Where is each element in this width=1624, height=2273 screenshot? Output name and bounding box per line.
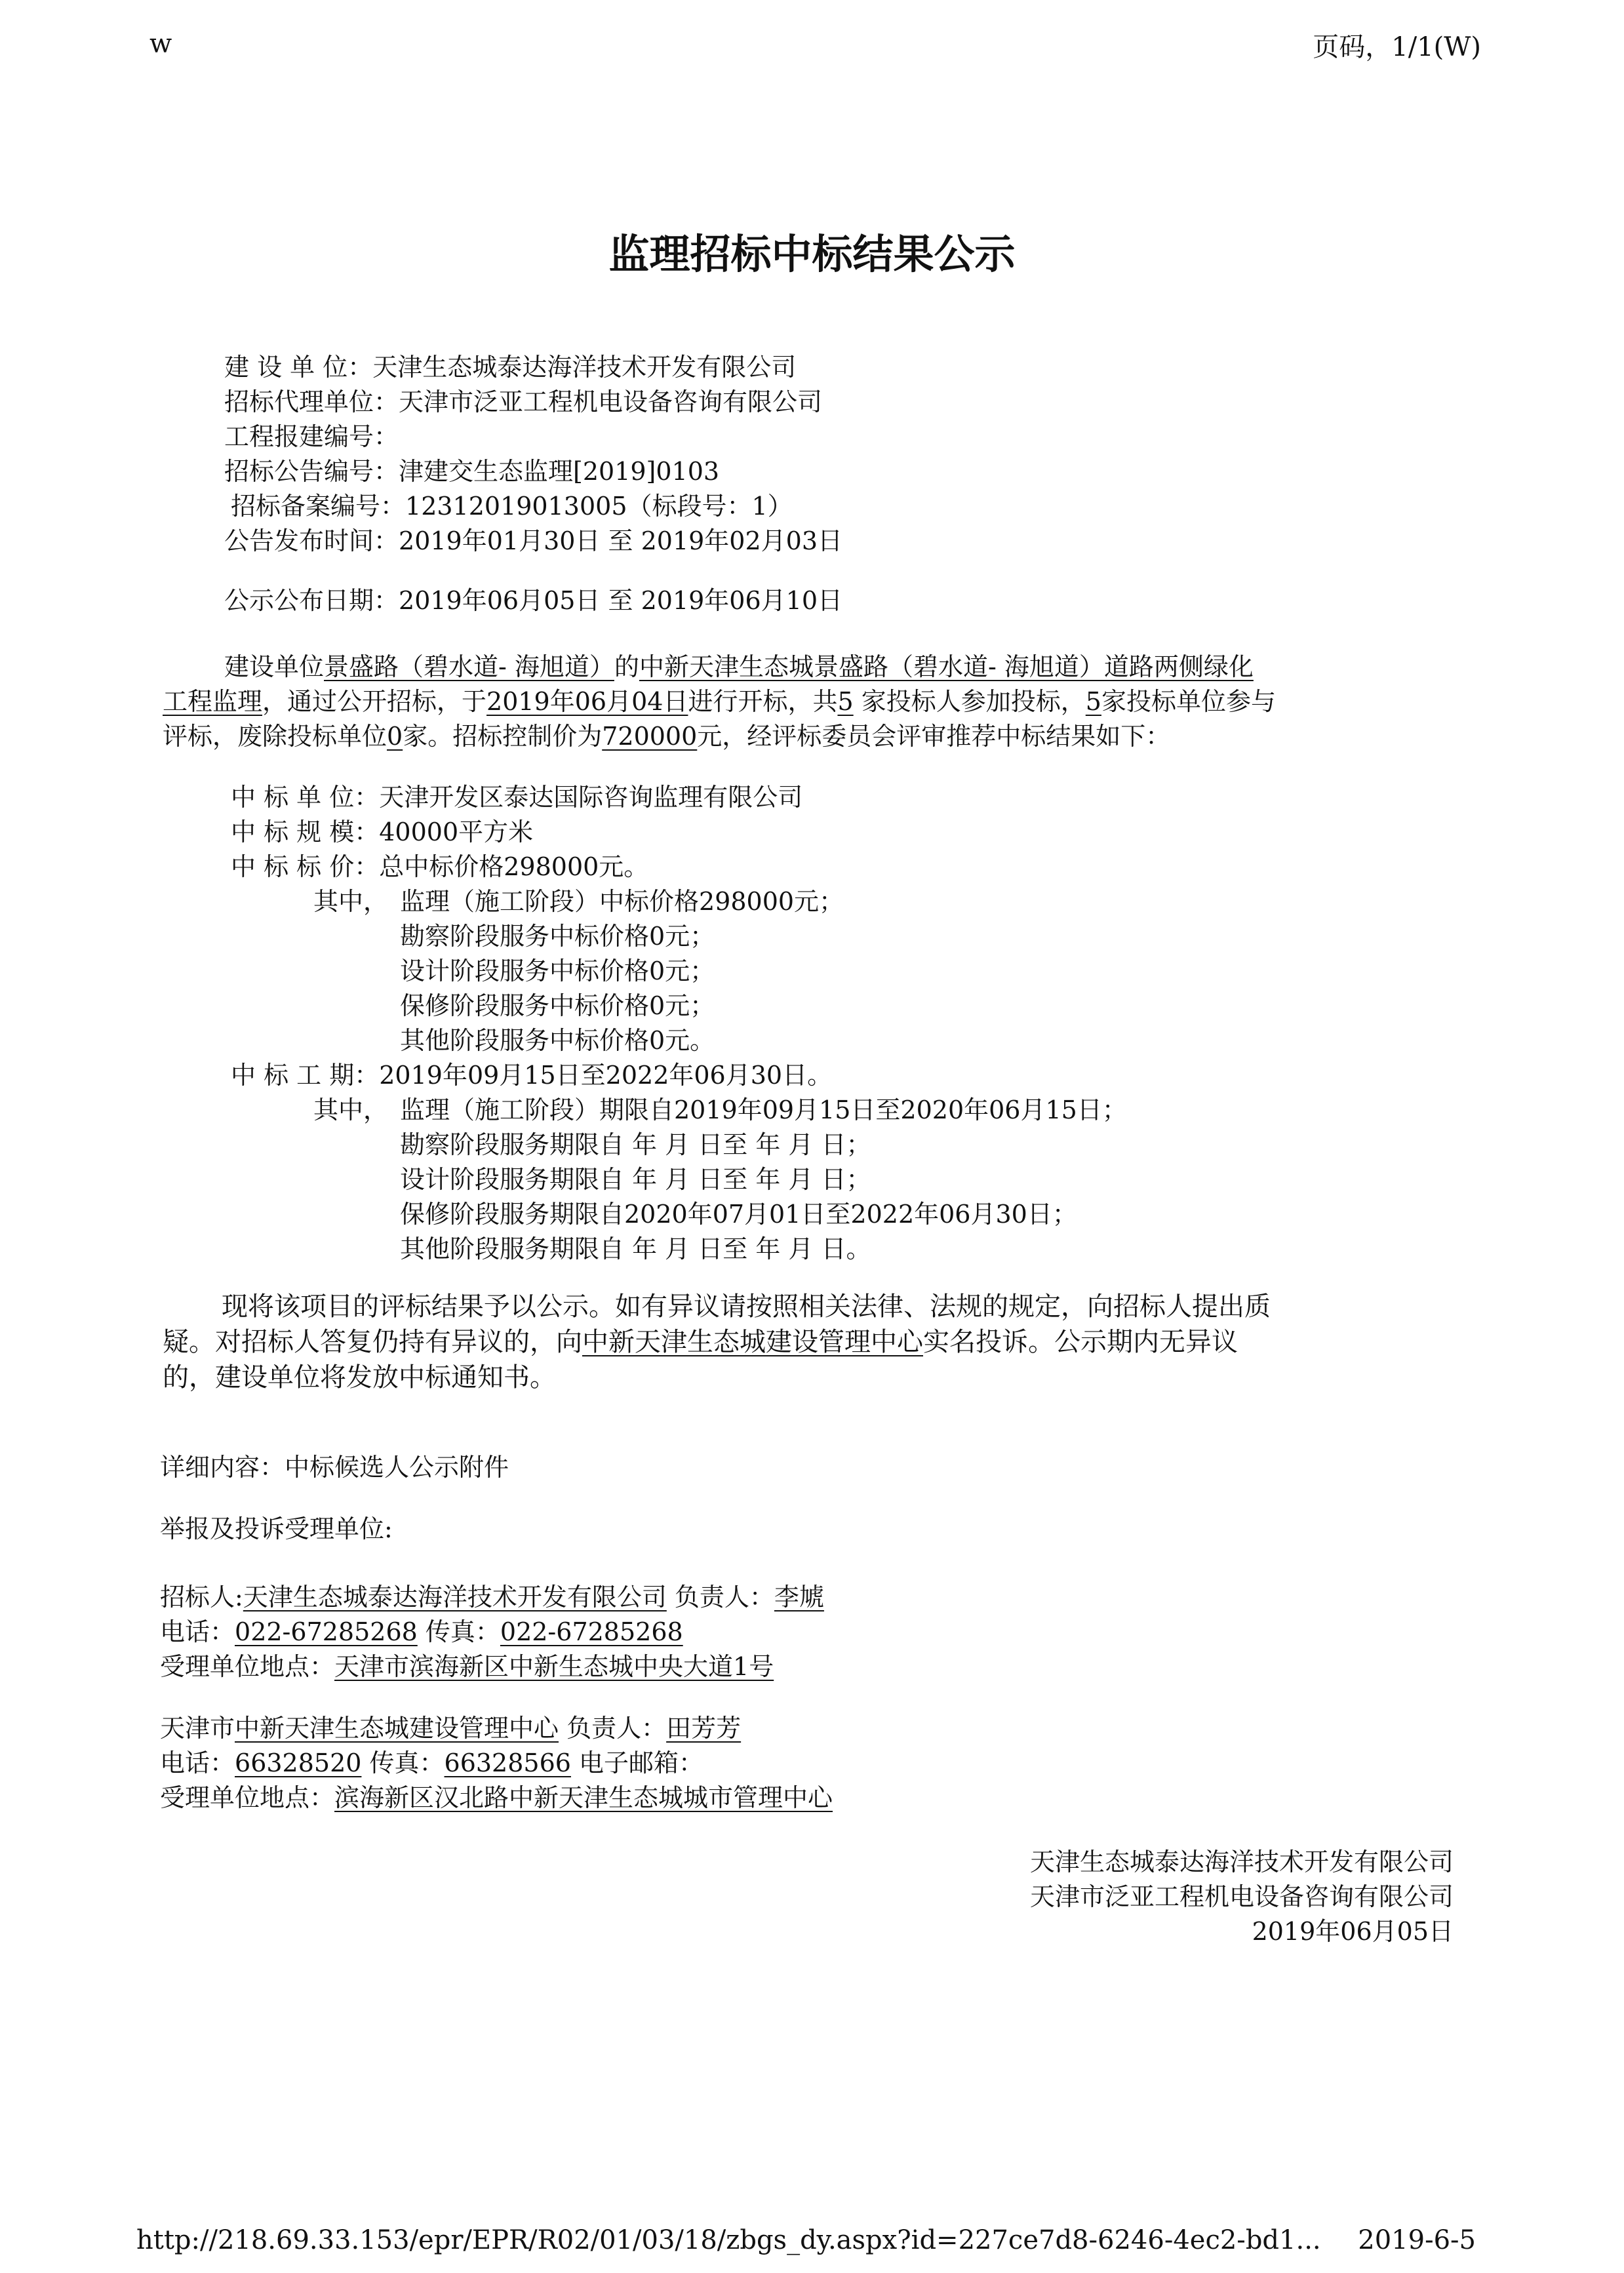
scale-label: 中 标 规 模： [231, 818, 380, 846]
filing-no-label: 招标备案编号： [231, 492, 406, 521]
builder-row [224, 350, 796, 384]
period-item: 勘察阶段服务期限自 年 月 日至 年 月 日； [400, 1130, 871, 1159]
page-title: 监理招标中标结果公示 [608, 230, 1016, 278]
tenderer-addr: 天津市滨海新区中新生态城中央大道1号 [334, 1652, 774, 1681]
winner-value: 天津开发区泰达国际咨询监理有限公司 [379, 783, 803, 812]
addr-label: 受理单位地点： [160, 1783, 335, 1812]
bidder-count: 5 [837, 687, 854, 716]
price-item: 设计阶段服务中标价格0元； [400, 957, 715, 985]
intro-text: 家。招标控制价为 [403, 722, 603, 751]
intro-text: 建设单位 [224, 652, 325, 681]
authority-contact-row [160, 1746, 703, 1780]
price-item: 监理（施工阶段）中标价格298000元； [400, 887, 844, 916]
public-label: 公示公布日期： [224, 586, 399, 615]
winner-row [231, 780, 802, 814]
road-name: 景盛路（碧水道- 海旭道） [324, 652, 614, 681]
intro-text: 的 [614, 652, 639, 681]
authority-resp: 田芳芳 [666, 1714, 742, 1743]
authority-name: 中新天津生态城建设管理中心 [235, 1714, 559, 1743]
resp-label: 负责人： [559, 1714, 667, 1743]
notice-no-value: 津建交生态监理[2019]0103 [399, 457, 720, 486]
builder-value: 天津生态城泰达海洋技术开发有限公司 [372, 353, 797, 382]
period-item: 设计阶段服务期限自 年 月 日至 年 月 日； [400, 1165, 871, 1194]
open-date: 2019年06月04日 [486, 687, 688, 716]
agent-value: 天津市泛亚工程机电设备咨询有限公司 [399, 387, 823, 416]
tenderer-resp: 李虓 [774, 1583, 824, 1611]
resp-label: 负责人： [666, 1583, 774, 1611]
price-item: 其他阶段服务中标价格0元。 [400, 1026, 715, 1055]
notice-line-1: 现将该项目的评标结果予以公示。如有异议请按照相关法律、法规的规定，向招标人提出质 [222, 1292, 1271, 1322]
details-text: 详细内容：中标候选人公示附件 [160, 1453, 509, 1482]
fax-label: 传真： [361, 1749, 445, 1777]
control-price: 720000 [602, 722, 698, 751]
price-label: 中 标 标 价： [231, 852, 380, 881]
price-item: 勘察阶段服务中标价格0元； [400, 922, 715, 951]
header-left-mark: w [149, 29, 172, 59]
publish-label: 公告发布时间： [224, 526, 399, 555]
tenderer-row [160, 1580, 824, 1614]
project-name: 中新天津生态城景盛路（碧水道- 海旭道）道路两侧绿化 [639, 652, 1254, 681]
page-code: 页码，1/1(W) [1313, 32, 1481, 62]
scale-row [231, 815, 533, 849]
publish-row [224, 524, 842, 558]
tel-label: 电话： [160, 1749, 235, 1777]
intro-line-1 [224, 650, 1254, 684]
authority-prefix: 天津市 [160, 1714, 235, 1743]
notice-text: 实名投诉。公示期内无异议 [923, 1327, 1238, 1357]
intro-text: 元，经评标委员会评审推荐中标结果如下： [697, 722, 1171, 751]
intro-text: 家投标单位参与 [1101, 687, 1276, 716]
signature-org-1: 天津生态城泰达海洋技术开发有限公司 [1029, 1848, 1454, 1876]
authority-addr: 滨海新区汉北路中新天津生态城城市管理中心 [334, 1783, 833, 1812]
period-item: 保修阶段服务期限自2020年07月01日至2022年06月30日； [400, 1200, 1077, 1229]
notice-no-label: 招标公告编号： [224, 457, 399, 486]
authority-row [160, 1711, 741, 1745]
intro-line-3 [163, 719, 1170, 753]
tenderer-addr-row [160, 1650, 774, 1684]
price-among: 其中， [313, 887, 389, 916]
period-among: 其中， [313, 1096, 389, 1124]
tenderer-tel: 022-67285268 [235, 1617, 418, 1646]
tel-label: 电话： [160, 1617, 235, 1646]
notice-line-3: 的，建设单位将发放中标通知书。 [163, 1362, 556, 1393]
intro-text: 家投标人参加投标， [853, 687, 1086, 716]
complaint-title: 举报及投诉受理单位: [160, 1514, 393, 1543]
period-item: 监理（施工阶段）期限自2019年09月15日至2020年06月15日； [400, 1096, 1127, 1124]
intro-text: ，通过公开招标，于 [262, 687, 487, 716]
tenderer-label: 招标人: [160, 1583, 243, 1611]
project-name-cont: 工程监理 [163, 687, 263, 716]
footer-url: http://218.69.33.153/epr/EPR/R02/01/03/18/zbgs_dy.aspx?id=227ce7d8-6246-4ec2-bd1... [136, 2225, 1321, 2255]
scale-value: 40000平方米 [379, 818, 534, 846]
filing-no-row [231, 489, 793, 523]
intro-text: 评标，废除投标单位 [163, 722, 387, 751]
footer-date: 2019-6-5 [1358, 2225, 1476, 2255]
authority-fax: 66328566 [444, 1749, 571, 1777]
period-value: 2019年09月15日至2022年06月30日。 [379, 1061, 833, 1090]
agent-label: 招标代理单位： [224, 387, 399, 416]
notice-text: 疑。对招标人答复仍持有异议的，向 [163, 1327, 582, 1357]
notice-no-row [224, 454, 719, 488]
email-label: 电子邮箱： [570, 1749, 704, 1777]
report-no-label: 工程报建编号： [224, 422, 399, 451]
report-no-row [224, 420, 399, 454]
winner-label: 中 标 单 位： [231, 783, 380, 812]
filing-no-value: 12312019013005（标段号：1） [405, 492, 793, 521]
signature-org-2: 天津市泛亚工程机电设备咨询有限公司 [1029, 1882, 1454, 1911]
intro-line-2 [163, 684, 1276, 719]
tenderer-contact-row [160, 1615, 683, 1649]
voided-count: 0 [387, 722, 403, 751]
period-item: 其他阶段服务期限自 年 月 日至 年 月 日。 [400, 1235, 871, 1263]
fax-label: 传真： [417, 1617, 500, 1646]
authority-addr-row [160, 1781, 833, 1815]
price-item: 保修阶段服务中标价格0元； [400, 991, 715, 1020]
period-row [231, 1058, 832, 1092]
agent-row [224, 385, 822, 419]
price-row [231, 850, 648, 884]
authority-name-inline: 中新天津生态城建设管理中心 [582, 1327, 923, 1357]
addr-label: 受理单位地点： [160, 1652, 335, 1681]
tenderer-fax: 022-67285268 [500, 1617, 683, 1646]
publish-value: 2019年01月30日 至 2019年02月03日 [399, 526, 843, 555]
notice-line-2 [163, 1324, 1238, 1360]
price-value: 总中标价格298000元。 [379, 852, 649, 881]
public-row [224, 583, 842, 618]
intro-text: 进行开标，共 [688, 687, 838, 716]
public-value: 2019年06月05日 至 2019年06月10日 [399, 586, 843, 615]
signature-date: 2019年06月05日 [1252, 1917, 1454, 1946]
period-label: 中 标 工 期： [231, 1061, 380, 1090]
builder-label: 建 设 单 位： [224, 353, 373, 382]
authority-tel: 66328520 [235, 1749, 362, 1777]
bidder-count-2: 5 [1085, 687, 1101, 716]
tenderer-name: 天津生态城泰达海洋技术开发有限公司 [243, 1583, 667, 1611]
